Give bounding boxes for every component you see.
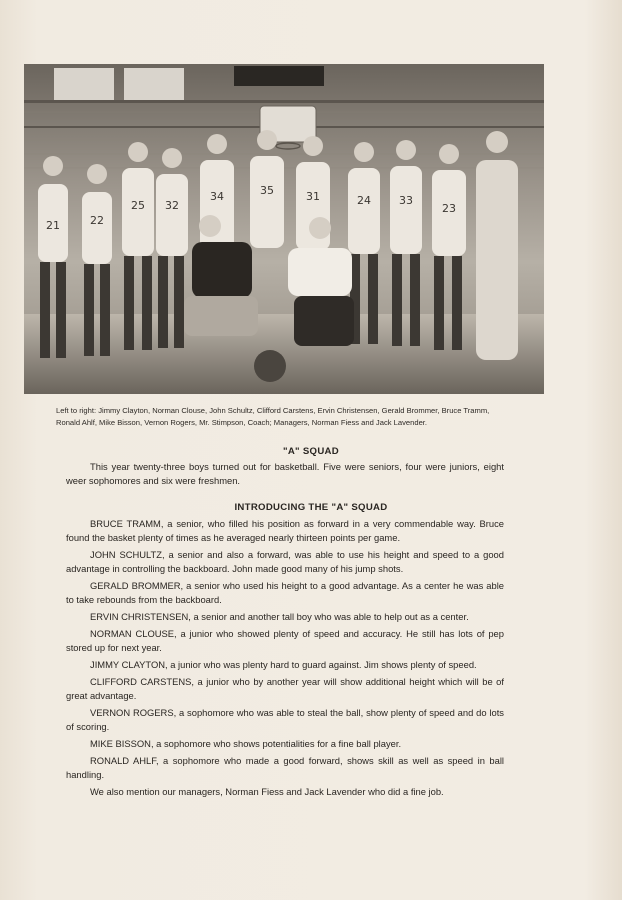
paragraph-ervin-christensen: ERVIN CHRISTENSEN, a senior and another tall boy who was able to help out as a center. <box>90 611 469 623</box>
svg-text:34: 34 <box>210 190 224 203</box>
photo-caption: Left to right: Jimmy Clayton, Norman Clouse, John Schultz, Clifford Carstens, Ervin Christensen, Gerald Brommer, Bruce Tramm, Ronald Ahlf, Mike Bisson, Vernon Rogers, Mr. Stimpson, Coach; Managers, Norman Fiess and Jack Lavender. <box>56 406 490 427</box>
paragraph-norman-clouse: NORMAN CLOUSE, a junior who showed plenty of speed and accuracy. He still has lots of pep stored up for next year. <box>66 628 504 654</box>
a-squad-heading: "A" SQUAD <box>282 446 340 457</box>
team-photo <box>24 64 544 394</box>
svg-text:33: 33 <box>399 194 413 207</box>
svg-text:22: 22 <box>90 214 104 227</box>
player-descriptions <box>66 517 504 802</box>
intro-paragraph: This year twenty-three boys turned out for basketball. Five were seniors, four were juniors, eight weer sophomores and six were freshmen. <box>66 461 504 486</box>
svg-text:35: 35 <box>260 184 274 197</box>
paragraph-gerald-brommer: GERALD BROMMER, a senior who used his height to a good advantage. As a center he was able to take rebounds from the backboard. <box>66 580 504 606</box>
paragraph-managers: We also mention our managers, Norman Fiess and Jack Lavender who did a fine job. <box>90 786 444 798</box>
introducing-heading: INTRODUCING THE "A" SQUAD <box>234 502 388 513</box>
paragraph-john-schultz: JOHN SCHULTZ, a senior and also a forward, was able to use his height and speed to a good advantage in controlling the backboard. John made good many of his jump shots. <box>66 549 504 575</box>
paragraph-clifford-carstens: CLIFFORD CARSTENS, a junior who by another year will show additional height which will be of great advantage. <box>66 676 504 702</box>
a-squad-intro <box>66 460 504 491</box>
svg-text:32: 32 <box>165 199 179 212</box>
svg-text:25: 25 <box>131 199 145 212</box>
paragraph-mike-bisson: MIKE BISSON, a sophomore who shows potentialities for a fine ball player. <box>90 738 402 750</box>
svg-text:21: 21 <box>46 219 60 232</box>
paragraph-jimmy-clayton: JIMMY CLAYTON, a junior who was plenty hard to guard against. Jim shows plenty of speed. <box>90 659 477 671</box>
svg-text:23: 23 <box>442 202 456 215</box>
paragraph-ronald-ahlf: RONALD AHLF, a sophomore who made a good forward, shows skill as well as speed in ball handling. <box>66 755 504 781</box>
paragraph-vernon-rogers: VERNON ROGERS, a sophomore who was able to steal the ball, show plenty of speed and do lots of scoring. <box>66 707 504 733</box>
svg-text:31: 31 <box>306 190 320 203</box>
paragraph-bruce-tramm: BRUCE TRAMM, a senior, who filled his position as forward in a very commendable way. Bruce found the basket plenty of times as he averaged nearly thirteen points per game. <box>66 518 504 544</box>
svg-text:24: 24 <box>357 194 371 207</box>
